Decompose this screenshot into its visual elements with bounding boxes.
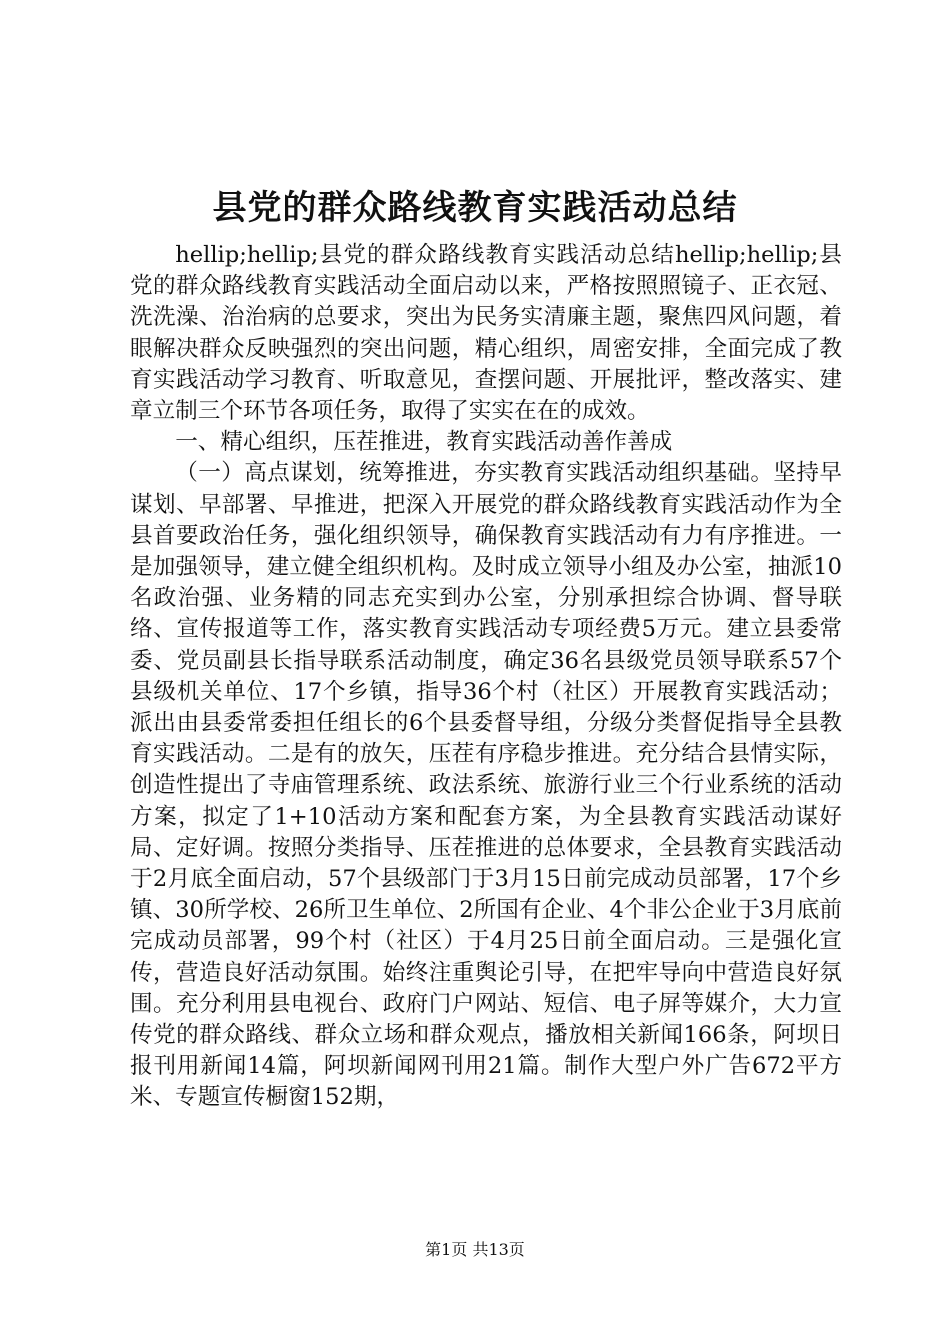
body-paragraph-intro: hellip;hellip;县党的群众路线教育实践活动总结hellip;hellip;县党的群众路线教育实践活动全面启动以来，严格按照照镜子、正衣冠、洗洗澡、治治病的总要求，突出为民务实清廉主题，聚焦四风问题，着眼解决群众反映强烈的突出问题，精心组织，周密安排，全面完成了教育实践活动学习教育、听取意见，查摆问题、开展批评，整改落实、建章立制三个环节各项任务，取得了实实在在的成效。 xyxy=(130,242,842,425)
document-title: 县党的群众路线教育实践活动总结 xyxy=(212,188,738,228)
document-body xyxy=(130,240,842,1114)
page-number-footer: 第1页 共13页 xyxy=(425,1240,525,1259)
body-paragraph-subsection-1: （一）高点谋划，统筹推进，夯实教育实践活动组织基础。坚持早谋划、早部署、早推进，把深入开展党的群众路线教育实践活动作为全县首要政治任务，强化组织领导，确保教育实践活动有力有序推进。一是加强领导，建立健全组织机构。及时成立领导小组及办公室，抽派10名政治强、业务精的同志充实到办公室，分别承担综合协调、督导联络、宣传报道等工作，落实教育实践活动专项经费5万元。建立县委常委、党员副县长指导联系活动制度，确定36名县级党员领导联系57个县级机关单位、17个乡镇，指导36个村（社区）开展教育实践活动；派出由县委常委担任组长的6个县委督导组，分级分类督促指导全县教育实践活动。二是有的放矢，压茬有序稳步推进。充分结合县情实际，创造性提出了寺庙管理系统、政法系统、旅游行业三个行业系统的活动方案，拟定了1+10活动方案和配套方案，为全县教育实践活动谋好局、定好调。按照分类指导、压茬推进的总体要求，全县教育实践活动于2月底全面启动，57个县级部门于3月15日前完成动员部署，17个乡镇、30所学校、26所卫生单位、2所国有企业、4个非公企业于3月底前完成动员部署，99个村（社区）于4月25日前全面启动。三是强化宣传，营造良好活动氛围。始终注重舆论引导，在把牢导向中营造良好氛围。充分利用县电视台、政府门户网站、短信、电子屏等媒介，大力宣传党的群众路线、群众立场和群众观点，播放相关新闻166条，阿坝日报刊用新闻14篇，阿坝新闻网刊用21篇。制作大型户外广告672平方米、专题宣传橱窗152期， xyxy=(130,460,842,1111)
section-heading-1: 一、精心组织，压茬推进，教育实践活动善作善成 xyxy=(175,429,673,456)
